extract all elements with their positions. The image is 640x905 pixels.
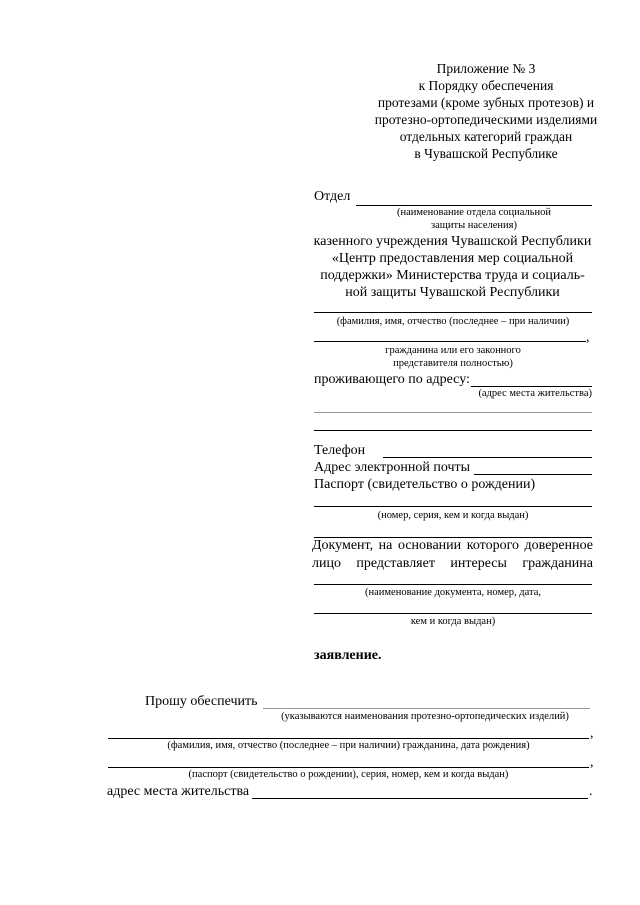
appendix-line-6: в Чувашской Республике xyxy=(414,146,558,161)
address-field-3[interactable] xyxy=(314,430,592,431)
document-caption-2: кем и когда выдан) xyxy=(410,616,496,627)
passport-caption: (номер, серия, кем и когда выдан) xyxy=(377,510,529,521)
passport-body-caption: (паспорт (свидетельство о рождении), серия, номер, кем и когда выдан) xyxy=(188,769,509,780)
citizen-caption-1: гражданина или его законного xyxy=(385,345,521,356)
institution-line-2: «Центр предоставления мер социальной xyxy=(331,251,574,266)
fio-body-field[interactable] xyxy=(108,738,589,739)
appendix-line-2: к Порядку обеспечения xyxy=(418,78,554,93)
statement-title: заявление. xyxy=(314,648,382,663)
citizen-caption-2: представителя полностью) xyxy=(393,358,513,369)
residing-field[interactable] xyxy=(471,386,592,387)
phone-field[interactable] xyxy=(383,457,592,458)
fio-field[interactable] xyxy=(314,312,592,313)
fio-caption: (фамилия, имя, отчество (последнее – при наличии) xyxy=(336,316,570,327)
request-caption: (указываются наименования протезно-ортопедических изделий) xyxy=(281,711,569,722)
institution-line-4: ной защиты Чувашской Республики xyxy=(345,285,560,300)
document-field[interactable] xyxy=(314,584,592,585)
appendix-line-4: протезно-ортопедическими изделиями xyxy=(374,112,598,127)
address-body-label: адрес места жительства xyxy=(107,784,250,799)
fio-body-caption: (фамилия, имя, отчество (последнее – при наличии) гражданина, дата рождения) xyxy=(167,740,530,751)
email-label: Адрес электронной почты xyxy=(314,460,471,475)
document-caption-1: (наименование документа, номер, дата, xyxy=(365,587,541,598)
residing-label: проживающего по адресу: xyxy=(314,372,470,387)
document-text-1: Документ, на основании которого доверенное xyxy=(312,538,593,553)
address-body-period: . xyxy=(589,784,593,799)
institution-line-3: поддержки» Министерства труда и социаль- xyxy=(320,268,585,283)
fio-comma: , xyxy=(586,330,590,345)
email-field[interactable] xyxy=(474,474,592,475)
address-field-2[interactable] xyxy=(314,412,592,413)
request-label: Прошу обеспечить xyxy=(145,694,258,709)
address-caption: (адрес места жительства) xyxy=(478,388,592,399)
otdel-caption-1: (наименование отдела социальной xyxy=(396,207,552,218)
document-field-2[interactable] xyxy=(314,613,592,614)
appendix-line-1: Приложение № 3 xyxy=(436,61,536,76)
passport-body-comma: , xyxy=(590,755,594,770)
passport-field[interactable] xyxy=(314,506,592,507)
passport-body-field[interactable] xyxy=(108,767,589,768)
request-field[interactable] xyxy=(263,708,590,709)
appendix-line-3: протезами (кроме зубных протезов) и xyxy=(377,95,595,110)
fio-field-2[interactable] xyxy=(314,341,586,342)
otdel-label: Отдел xyxy=(314,189,351,204)
institution-line-1: казенного учреждения Чувашской Республики xyxy=(313,234,592,249)
document-text-2: лицо представляет интересы гражданина xyxy=(312,556,593,571)
appendix-line-5: отдельных категорий граждан xyxy=(399,129,573,144)
phone-label: Телефон xyxy=(314,443,366,458)
otdel-field[interactable] xyxy=(356,205,592,206)
address-body-field[interactable] xyxy=(252,798,588,799)
fio-body-comma: , xyxy=(590,726,594,741)
passport-label: Паспорт (свидетельство о рождении) xyxy=(314,477,536,492)
otdel-caption-2: защиты населения) xyxy=(431,220,517,231)
